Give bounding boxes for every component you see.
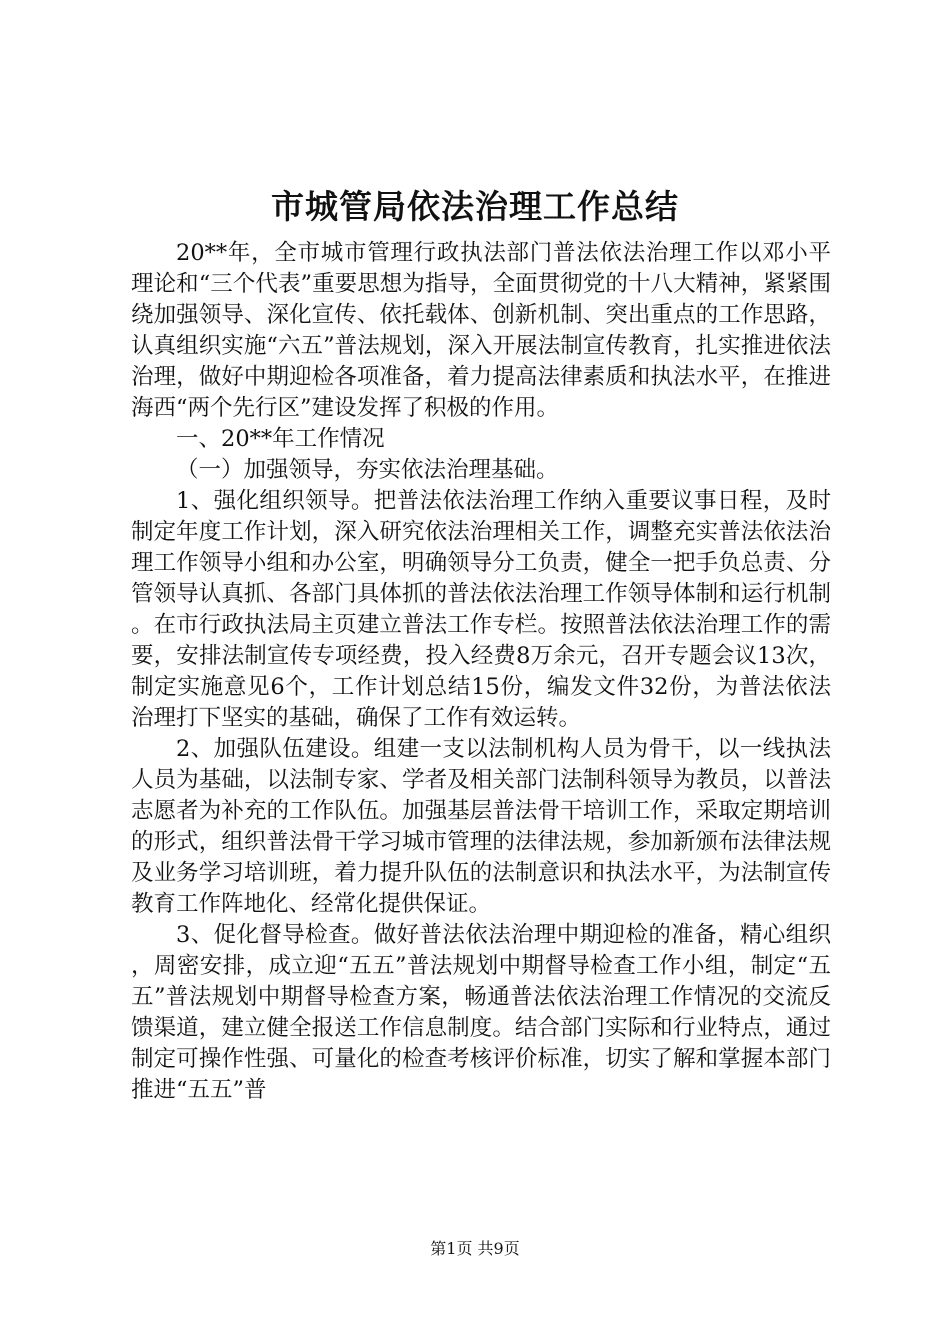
section-heading: 一、20**年工作情况 — [176, 426, 385, 452]
subsection-heading: （一）加强领导，夯实依法治理基础。 — [176, 457, 559, 483]
body-paragraph: 3、促化督导检查。做好普法依法治理中期迎检的准备，精心组织，周密安排，成立迎“五五”普法规划中期督导检查工作小组，制定“五五”普法规划中期督导检查方案，畅通普法依法治理工作情况的交流反馈渠道，建立健全报送工作信息制度。结合部门实际和行业特点，通过制定可操作性强、可量化的检查考核评价标准，切实了解和掌握本部门推进“五五”普 — [131, 922, 831, 1103]
body-paragraph: 1、强化组织领导。把普法依法治理工作纳入重要议事日程，及时制定年度工作计划，深入研究依法治理相关工作，调整充实普法依法治理工作领导小组和办公室，明确领导分工负责，健全一把手负总责、分管领导认真抓、各部门具体抓的普法依法治理工作领导体制和运行机制。在市行政执法局主页建立普法工作专栏。按照普法依法治理工作的需要，安排法制宣传专项经费，投入经费8万余元，召开专题会议13次，制定实施意见6个，工作计划总结15份，编发文件32份，为普法依法治理打下坚实的基础，确保了工作有效运转。 — [131, 488, 831, 731]
document-body — [131, 238, 831, 1106]
body-paragraph: 2、加强队伍建设。组建一支以法制机构人员为骨干，以一线执法人员为基础，以法制专家、学者及相关部门法制科领导为教员，以普法志愿者为补充的工作队伍。加强基层普法骨干培训工作，采取定期培训的形式，组织普法骨干学习城市管理的法律法规，参加新颁布法律法规及业务学习培训班，着力提升队伍的法制意识和执法水平，为法制宣传教育工作阵地化、经常化提供保证。 — [131, 736, 831, 917]
document-title: 市城管局依法治理工作总结 — [271, 187, 679, 226]
intro-paragraph: 20**年，全市城市管理行政执法部门普法依法治理工作以邓小平理论和“三个代表”重要思想为指导，全面贯彻党的十八大精神，紧紧围绕加强领导、深化宣传、依托载体、创新机制、突出重点的工作思路，认真组织实施“六五”普法规划，深入开展法制宣传教育，扎实推进依法治理，做好中期迎检各项准备，着力提高法律素质和执法水平，在推进海西“两个先行区”建设发挥了积极的作用。 — [131, 240, 831, 421]
page-number-footer: 第1页 共9页 — [430, 1239, 520, 1258]
